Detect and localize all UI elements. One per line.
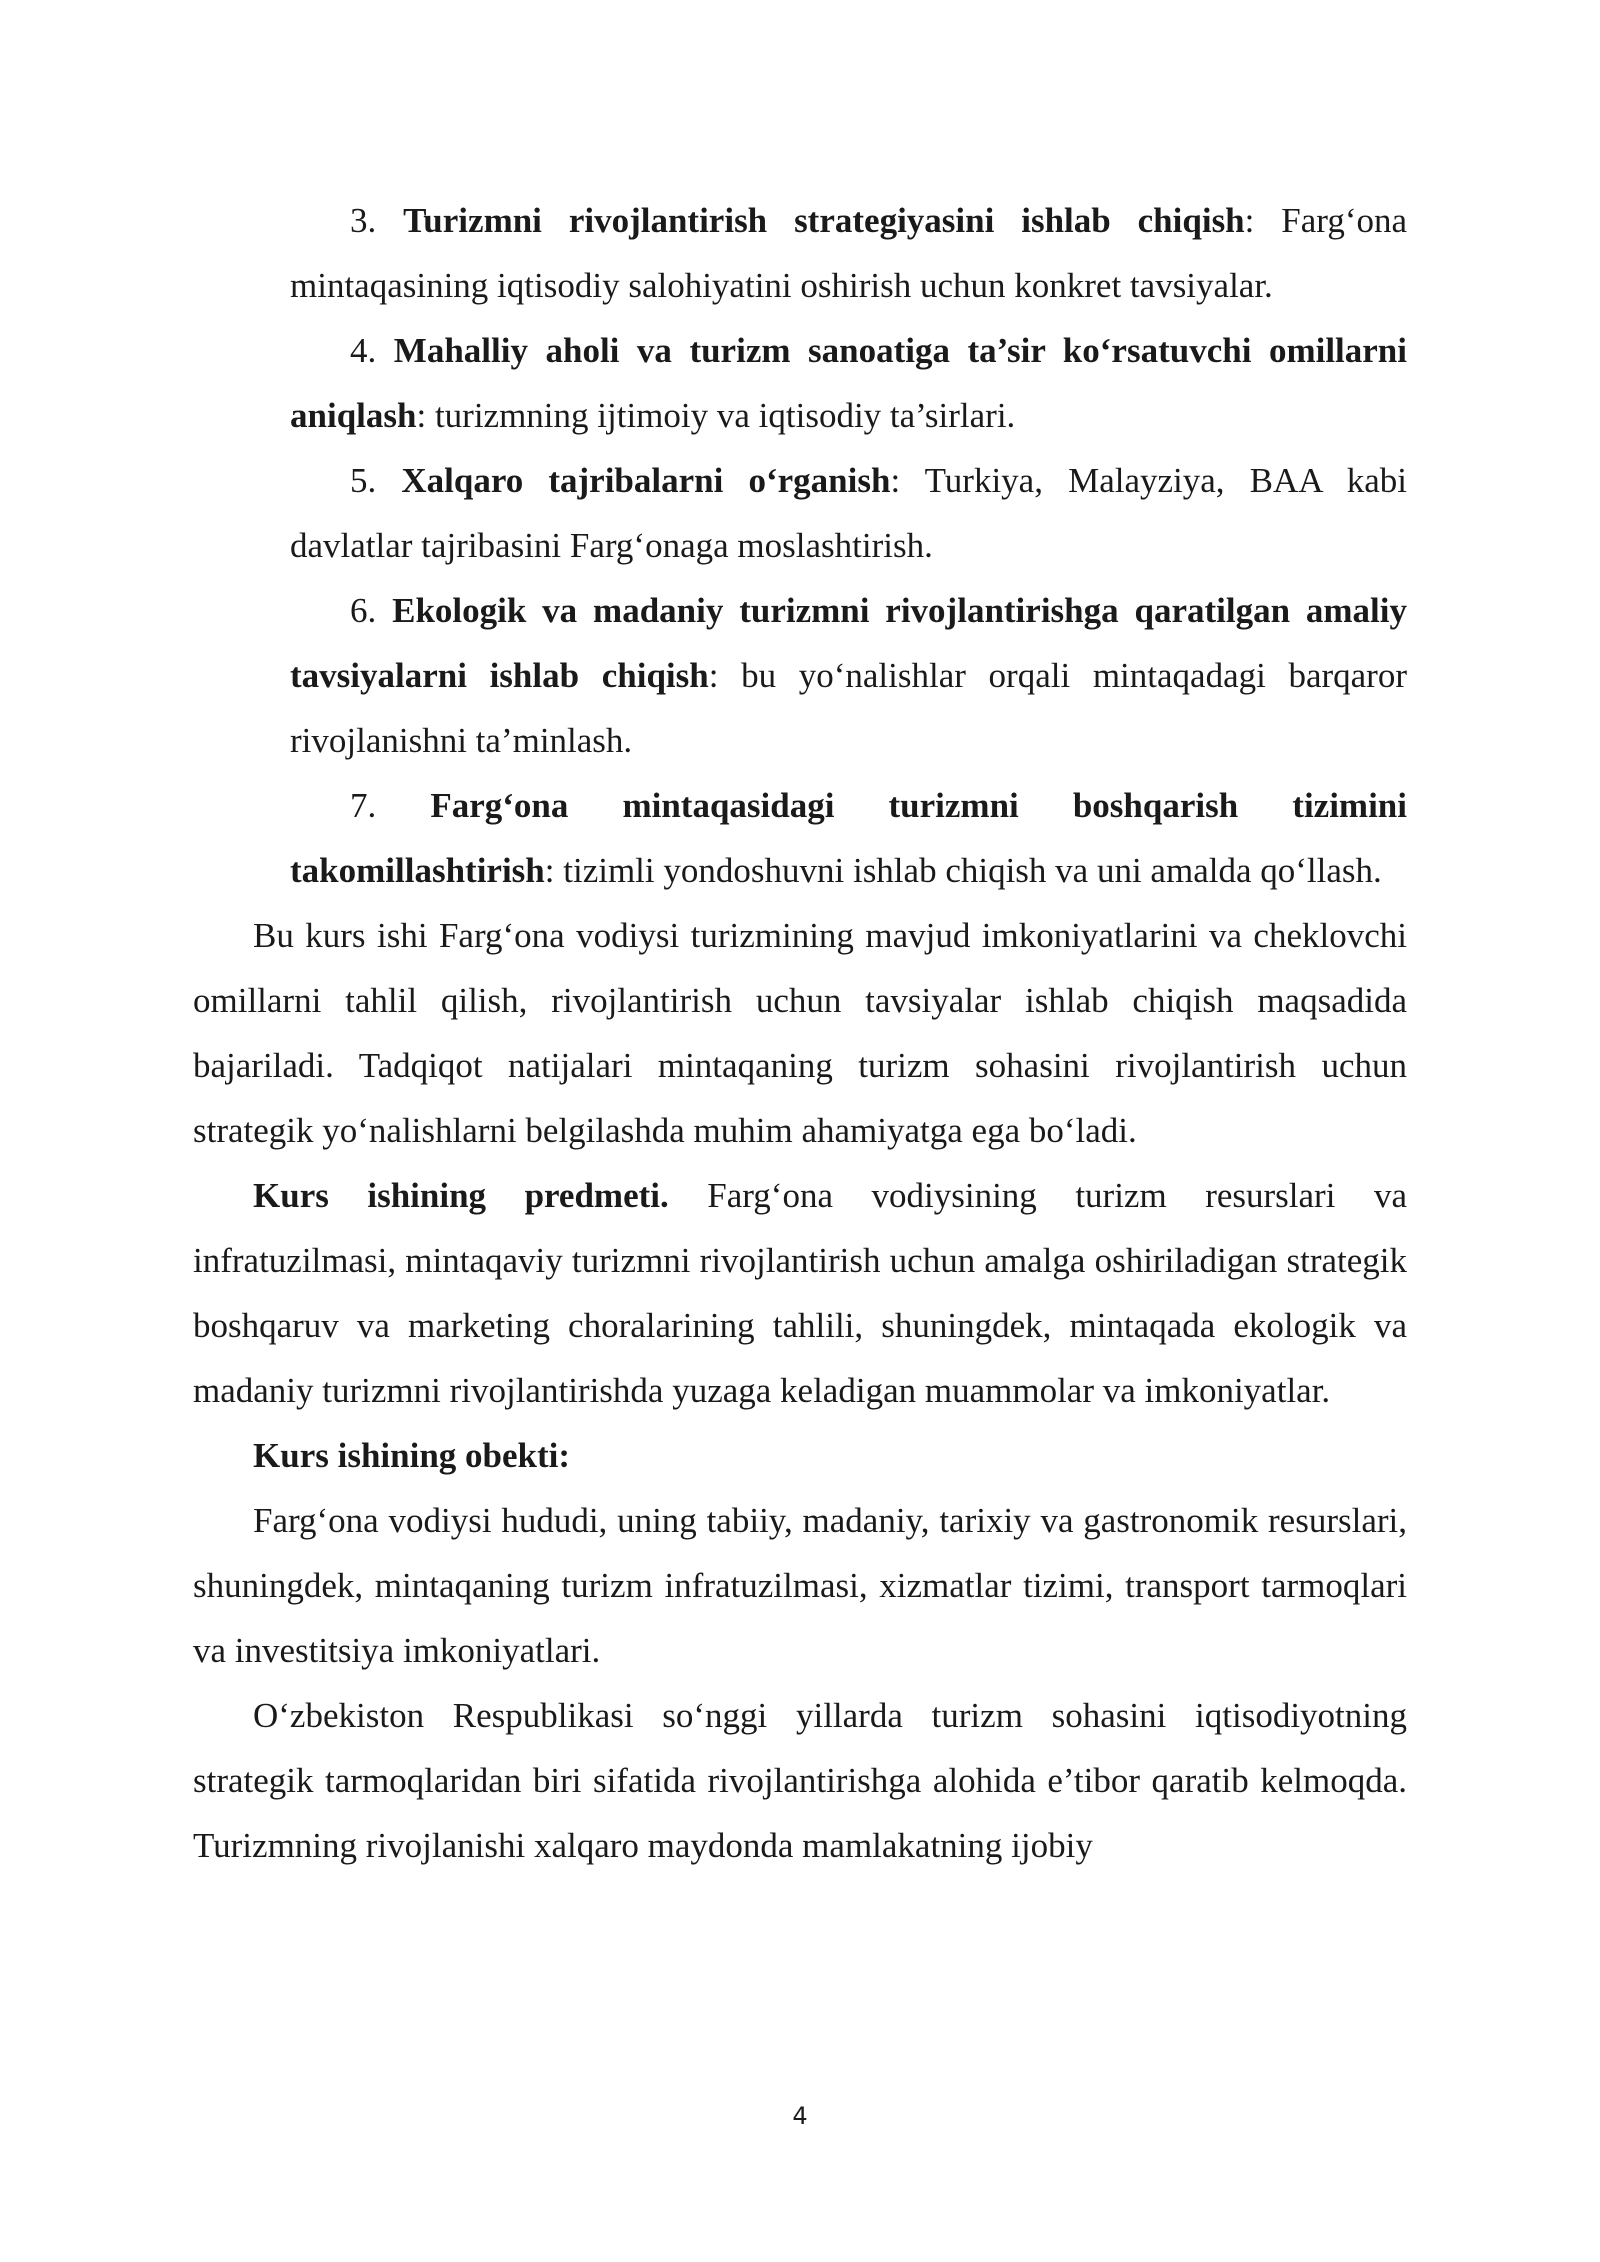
list-item xyxy=(290,578,1407,773)
object-heading-paragraph xyxy=(193,1423,1407,1488)
subject-text: Farg‘ona vodiysining turizm resurslari va infratuzilmasi, mintaqaviy turizmni rivojlantirish uchun amalga oshiriladigan strategik boshqaruv va marketing choralarining tahlili, shuningdek, mintaqada ekologik va madaniy turizmni rivojlantirishda yuzaga keladigan muammolar va imkoniyatlar. xyxy=(193,1176,1407,1410)
list-item-text: : turizmning ijtimoiy va iqtisodiy ta’sirlari. xyxy=(416,396,1016,435)
list-item-number: 6. xyxy=(350,591,377,630)
list-item-text: : bu yo‘nalishlar orqali mintaqadagi barqaror rivojlanishni ta’minlash. xyxy=(290,656,1407,760)
final-paragraph: O‘zbekiston Respublikasi so‘nggi yillarda turizm sohasini iqtisodiyotning strategik tarmoqlaridan biri sifatida rivojlantirishga alohida e’tibor qaratib kelmoqda. Turizmning rivojlanishi xalqaro maydonda mamlakatning ijobiy xyxy=(193,1696,1407,1865)
page-body xyxy=(193,188,1407,1878)
list-item-text: : Farg‘ona mintaqasining iqtisodiy salohiyatini oshirish uchun konkret tavsiyalar. xyxy=(290,201,1408,305)
subject-paragraph xyxy=(193,1163,1407,1423)
list-item-number: 5. xyxy=(350,461,377,500)
list-item xyxy=(290,448,1407,578)
list-item-text: : tizimli yondoshuvni ishlab chiqish va uni amalda qo‘llash. xyxy=(544,851,1382,890)
page-number: 4 xyxy=(792,2102,808,2130)
list-item-title: Xalqaro tajribalarni o‘rganish xyxy=(401,461,891,500)
goal-paragraph: Bu kurs ishi Farg‘ona vodiysi turizmining mavjud imkoniyatlarini va cheklovchi omillarni tahlil qilish, rivojlantirish uchun tavsiyalar ishlab chiqish maqsadida bajariladi. Tadqiqot natijalari mintaqaning turizm sohasini rivojlantirish uchun strategik yo‘nalishlarni belgilashda muhim ahamiyatga ega bo‘ladi. xyxy=(193,916,1407,1150)
list-item-title: Mahalliy aholi va turizm sanoatiga ta’sir ko‘rsatuvchi omillarni aniqlash xyxy=(290,331,1407,435)
list-item-number: 4. xyxy=(350,331,377,370)
list-item-title: Ekologik va madaniy turizmni rivojlantirishga qaratilgan amaliy tavsiyalarni ishlab chiqish xyxy=(290,591,1408,695)
list-item xyxy=(290,773,1407,903)
list-item-title: Farg‘ona mintaqasidagi turizmni boshqarish tizimini takomillashtirish xyxy=(290,786,1407,890)
subject-heading: Kurs ishining predmeti. xyxy=(253,1176,669,1215)
list-item-title: Turizmni rivojlantirish strategiyasini ishlab chiqish xyxy=(403,201,1245,240)
list-item xyxy=(290,188,1407,318)
list-item xyxy=(290,318,1407,448)
object-paragraph: Farg‘ona vodiysi hududi, uning tabiiy, madaniy, tarixiy va gastronomik resurslari, shuningdek, mintaqaning turizm infratuzilmasi, xizmatlar tizimi, transport tarmoqlari va investitsiya imkoniyatlari. xyxy=(193,1501,1407,1670)
list-item-number: 7. xyxy=(350,786,377,825)
list-item-number: 3. xyxy=(350,201,377,240)
object-heading: Kurs ishining obekti: xyxy=(253,1436,571,1475)
list-item-text: : Turkiya, Malayziya, BAA kabi davlatlar tajribasini Farg‘onaga moslashtirish. xyxy=(290,461,1407,565)
